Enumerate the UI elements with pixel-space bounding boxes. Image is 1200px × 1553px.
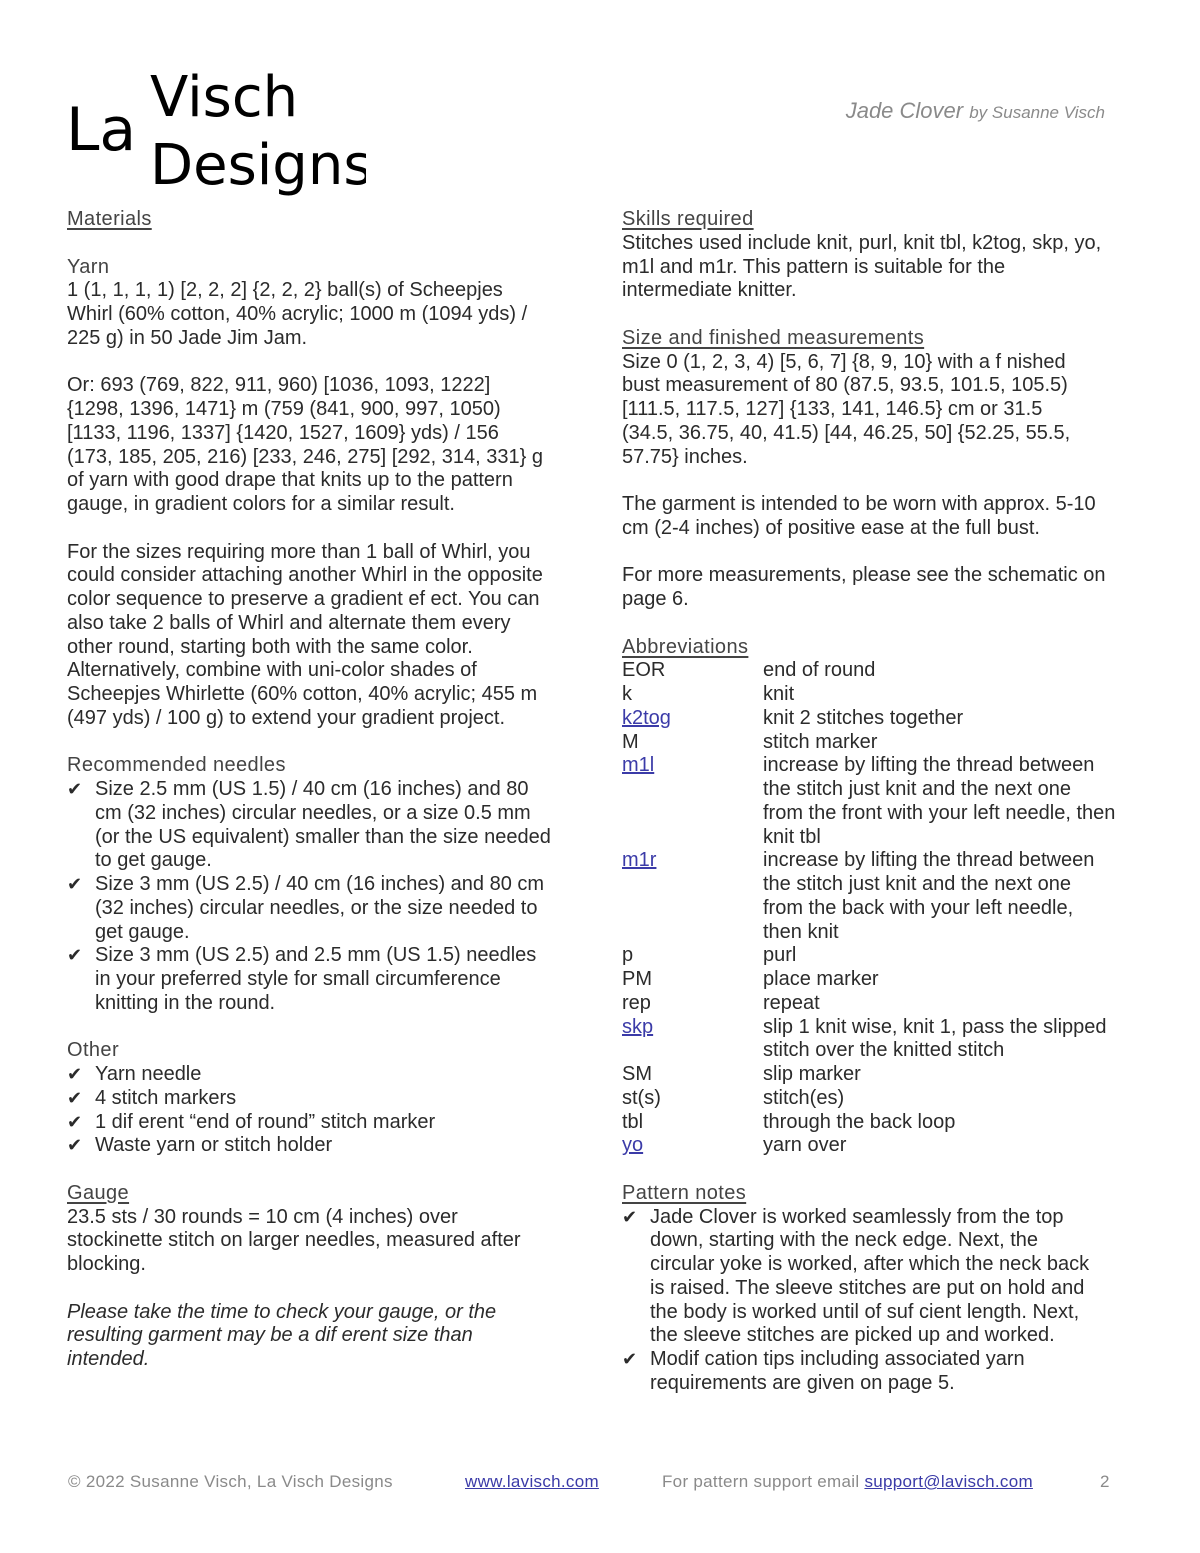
abbreviation-row (622, 683, 1152, 707)
text-line: Size 2.5 mm (US 1.5) / 40 cm (16 inches) and 80 (95, 778, 529, 800)
abbreviation-term: st(s) (622, 1086, 661, 1109)
text-line: knit 2 stitches together (763, 706, 964, 729)
text-line: 1 (1, 1, 1, 1) [2, 2, 2] {2, 2, 2} ball(s) of Scheepjes (67, 279, 503, 302)
text-line: increase by lifting the thread between (763, 754, 1095, 777)
abbreviation-definition (763, 944, 796, 968)
abbreviation-term: k (622, 683, 632, 705)
section-heading: Materials (67, 208, 152, 230)
abbreviation-row (622, 849, 1152, 944)
list-item (67, 1063, 587, 1087)
text-line: slip 1 knit wise, knit 1, pass the slipped (763, 1015, 1107, 1038)
list-item (67, 1087, 587, 1111)
text-line: cm (2-4 inches) of positive ease at the full bust. (622, 516, 1040, 539)
list-item (67, 778, 587, 873)
list-item (622, 1348, 1152, 1396)
pattern-header (846, 98, 1105, 124)
abbreviation-row (622, 944, 1152, 968)
text-line: The garment is intended to be worn with approx. 5-10 (622, 493, 1096, 515)
abbreviation-term[interactable]: skp (622, 1015, 654, 1038)
text-line: Size 3 mm (US 2.5) / 40 cm (16 inches) and 80 cm (95, 873, 545, 895)
abbreviation-term[interactable]: m1r (622, 849, 657, 872)
text-line: cm (32 inches) circular needles, or a size 0.5 mm (95, 801, 531, 824)
paragraph (67, 374, 587, 517)
abbreviation-row (622, 1087, 1152, 1111)
abbreviation-definition (763, 849, 1094, 944)
abbreviation-row (622, 1063, 1152, 1087)
text-line: (173, 185, 205, 216) [233, 246, 275] [292, 314, 331} g (67, 445, 543, 468)
text-line: circular yoke is worked, after which the neck back (650, 1253, 1090, 1275)
text-line: stockinette stitch on larger needles, measured after (67, 1229, 521, 1252)
text-line: also take 2 balls of Whirl and alternate them every (67, 611, 511, 634)
blank-line (67, 517, 587, 541)
text-line: get gauge. (95, 920, 190, 943)
abbreviation-row (622, 754, 1152, 849)
abbreviation-row (622, 707, 1152, 731)
abbreviation-term: tbl (622, 1110, 644, 1133)
text-line: Scheepjes Whirlette (60% cotton, 40% acrylic; 455 m (67, 683, 538, 705)
abbreviation-definition (763, 1134, 846, 1158)
checkmark-icon: ✔ (67, 779, 83, 799)
list-item (67, 873, 587, 944)
text-line: Please take the time to check your gauge, or the (67, 1300, 497, 1323)
text-line: place marker (763, 968, 879, 990)
abbreviation-row (622, 992, 1152, 1016)
text-line: the stitch just knit and the next one (763, 778, 1071, 800)
abbreviation-definition (763, 1016, 1107, 1064)
abbreviation-term[interactable]: m1l (622, 754, 655, 777)
text-line: Size 3 mm (US 2.5) and 2.5 mm (US 1.5) needles (95, 944, 537, 967)
text-line: to get gauge. (95, 849, 212, 872)
text-line: 225 g) in 50 Jade Jim Jam. (67, 326, 308, 349)
paragraph (622, 493, 1152, 541)
abbreviation-row (622, 731, 1152, 755)
abbreviation-definition (763, 968, 879, 992)
blank-line (622, 469, 1152, 493)
text-line: bust measurement of 80 (87.5, 93.5, 101.5, 105.5) (622, 374, 1068, 397)
text-line: knitting in the round. (95, 991, 276, 1014)
paragraph (67, 1206, 587, 1277)
text-line: increase by lifting the thread between (763, 849, 1095, 872)
text-line: For the sizes requiring more than 1 ball of Whirl, you (67, 540, 531, 563)
text-line: 4 stitch markers (95, 1086, 237, 1109)
abbreviation-term: p (622, 944, 634, 967)
blank-line (622, 303, 1152, 327)
footer-copyright: © 2022 Susanne Visch, La Visch Designs (68, 1472, 393, 1491)
list-item (67, 944, 587, 1015)
pattern-author: by Susanne Visch (969, 103, 1105, 122)
text-line: Alternatively, combine with uni-color shades of (67, 659, 477, 682)
text-line: knit (763, 683, 795, 705)
text-line: gauge, in gradient colors for a similar result. (67, 493, 455, 515)
text-line: Size 0 (1, 2, 3, 4) [5, 6, 7] {8, 9, 10} with a f nished (622, 350, 1066, 373)
text-line: intermediate knitter. (622, 279, 797, 302)
text-line: through the back loop (763, 1110, 956, 1133)
section-heading: Pattern notes (622, 1181, 747, 1204)
footer-support-email-link[interactable]: support@lavisch.com (864, 1472, 1033, 1491)
section-heading: Size and finished measurements (622, 326, 925, 349)
text-line: Yarn needle (95, 1063, 202, 1085)
text-line: Waste yarn or stitch holder (95, 1134, 333, 1157)
checkmark-icon: ✔ (67, 1064, 83, 1084)
text-line: Stitches used include knit, purl, knit tbl, k2tog, skp, yo, (622, 231, 1102, 254)
paragraph (67, 541, 587, 731)
paragraph (622, 564, 1152, 612)
blank-line (622, 1158, 1152, 1182)
text-line: from the front with your left needle, then (763, 801, 1116, 824)
checkmark-icon: ✔ (67, 945, 83, 966)
abbreviation-definition (763, 1111, 955, 1135)
list-item (67, 1111, 587, 1135)
text-line: [1133, 1196, 1337] {1420, 1527, 1609} yds) / 156 (67, 421, 499, 444)
abbreviation-term: EOR (622, 659, 666, 682)
text-line: Whirl (60% cotton, 40% acrylic; 1000 m (1094 yds) / (67, 303, 528, 325)
text-line: resulting garment may be a dif erent size than (67, 1324, 473, 1347)
right-column (622, 208, 1152, 1396)
text-line: other round, starting both with the same color. (67, 635, 473, 658)
checkmark-icon: ✔ (622, 1206, 638, 1227)
blank-line (67, 731, 587, 755)
abbreviation-term: PM (622, 968, 652, 990)
paragraph (67, 1301, 587, 1372)
section-heading: Gauge (67, 1181, 130, 1204)
text-line: stitch marker (763, 730, 878, 753)
subheading: Yarn (67, 255, 110, 278)
text-line: knit tbl (763, 825, 821, 848)
text-line: 1 dif erent “end of round” stitch marker (95, 1110, 436, 1133)
text-line: (32 inches) circular needles, or the size needed to (95, 896, 538, 919)
abbreviation-row (622, 1111, 1152, 1135)
text-line: (or the US equivalent) smaller than the size needed (95, 825, 551, 848)
blank-line (622, 612, 1152, 636)
abbreviation-term[interactable]: yo (622, 1134, 644, 1157)
blank-line (67, 232, 587, 256)
text-line: from the back with your left needle, (763, 896, 1074, 919)
section-heading: Skills required (622, 208, 754, 230)
text-line: end of round (763, 659, 876, 682)
logo-line1: Visch (150, 65, 299, 130)
checkmark-icon: ✔ (67, 874, 83, 894)
text-line: the body is worked until of suf cient length. Next, (650, 1300, 1080, 1323)
abbreviation-definition (763, 707, 963, 731)
abbreviation-definition (763, 731, 877, 755)
abbreviation-term[interactable]: k2tog (622, 706, 671, 729)
logo-initial: La (66, 95, 137, 165)
text-line: then knit (763, 920, 839, 943)
checkmark-icon: ✔ (67, 1087, 83, 1108)
text-line: of yarn with good drape that knits up to the pattern (67, 469, 513, 492)
paragraph (67, 279, 587, 350)
text-line: is raised. The sleeve stitches are put on hold and (650, 1276, 1085, 1299)
text-line: in your preferred style for small circumference (95, 968, 501, 990)
text-line: slip marker (763, 1063, 861, 1085)
blank-line (67, 351, 587, 375)
text-line: yarn over (763, 1134, 847, 1157)
text-line: the sleeve stitches are picked up and worked. (650, 1324, 1055, 1347)
logo-line2: Designs (150, 133, 366, 197)
abbreviation-definition (763, 659, 875, 683)
text-line: purl (763, 944, 797, 967)
blank-line (67, 1016, 587, 1040)
blank-line (67, 1158, 587, 1182)
text-line: stitch(es) (763, 1086, 845, 1109)
abbreviation-definition (763, 992, 820, 1016)
abbreviation-definition (763, 1087, 844, 1111)
abbreviation-row (622, 1134, 1152, 1158)
abbreviation-term: M (622, 730, 639, 753)
text-line: repeat (763, 991, 820, 1014)
abbreviation-definition (763, 754, 1115, 849)
checkmark-icon: ✔ (67, 1111, 83, 1132)
abbreviation-row (622, 1016, 1152, 1064)
text-line: [111.5, 117.5, 127] {133, 141, 146.5} cm or 31.5 (622, 398, 1043, 420)
abbreviation-row (622, 659, 1152, 683)
checkmark-icon: ✔ (67, 1135, 83, 1156)
abbreviation-term: SM (622, 1063, 652, 1085)
footer-support (662, 1472, 1033, 1492)
text-line: 23.5 sts / 30 rounds = 10 cm (4 inches) over (67, 1205, 458, 1228)
checkmark-icon: ✔ (622, 1349, 638, 1369)
section-heading: Abbreviations (622, 635, 749, 658)
pattern-title: Jade Clover (845, 98, 964, 123)
text-line: 57.75} inches. (622, 445, 748, 468)
abbreviation-definition (763, 1063, 861, 1087)
text-line: (497 yds) / 100 g) to extend your gradient project. (67, 706, 506, 729)
text-line: stitch over the knitted stitch (763, 1039, 1005, 1062)
paragraph (622, 232, 1152, 303)
blank-line (67, 1277, 587, 1301)
abbreviation-row (622, 968, 1152, 992)
subheading: Recommended needles (67, 754, 286, 777)
text-line: down, starting with the neck edge. Next, the (650, 1229, 1038, 1252)
footer-support-text: For pattern support email (662, 1472, 860, 1491)
text-line: m1l and m1r. This pattern is suitable for the (622, 255, 1006, 278)
text-line: Or: 693 (769, 822, 911, 960) [1036, 1093, 1222] (67, 374, 491, 397)
footer-website-link[interactable]: www.lavisch.com (465, 1472, 599, 1491)
text-line: blocking. (67, 1253, 146, 1275)
abbreviation-definition (763, 683, 794, 707)
text-line: the stitch just knit and the next one (763, 873, 1071, 895)
list-item (67, 1134, 587, 1158)
brand-logo (66, 62, 366, 197)
blank-line (622, 541, 1152, 565)
subheading: Other (67, 1039, 120, 1062)
text-line: For more measurements, please see the schematic on (622, 564, 1106, 587)
text-line: page 6. (622, 588, 689, 610)
page-number: 2 (1100, 1472, 1110, 1491)
text-line: color sequence to preserve a gradient ef ect. You can (67, 588, 540, 610)
text-line: requirements are given on page 5. (650, 1371, 955, 1394)
text-line: could consider attaching another Whirl in the opposite (67, 564, 543, 587)
left-column (67, 208, 587, 1372)
paragraph (622, 351, 1152, 470)
abbreviation-term: rep (622, 991, 651, 1014)
text-line: Jade Clover is worked seamlessly from the top (650, 1205, 1064, 1228)
list-item (622, 1206, 1152, 1349)
text-line: intended. (67, 1348, 150, 1370)
text-line: Modif cation tips including associated yarn (650, 1348, 1025, 1370)
text-line: {1298, 1396, 1471} m (759 (841, 900, 997, 1050) (67, 398, 501, 420)
text-line: (34.5, 36.75, 40, 41.5) [44, 46.25, 50] {52.25, 55.5, (622, 421, 1071, 444)
